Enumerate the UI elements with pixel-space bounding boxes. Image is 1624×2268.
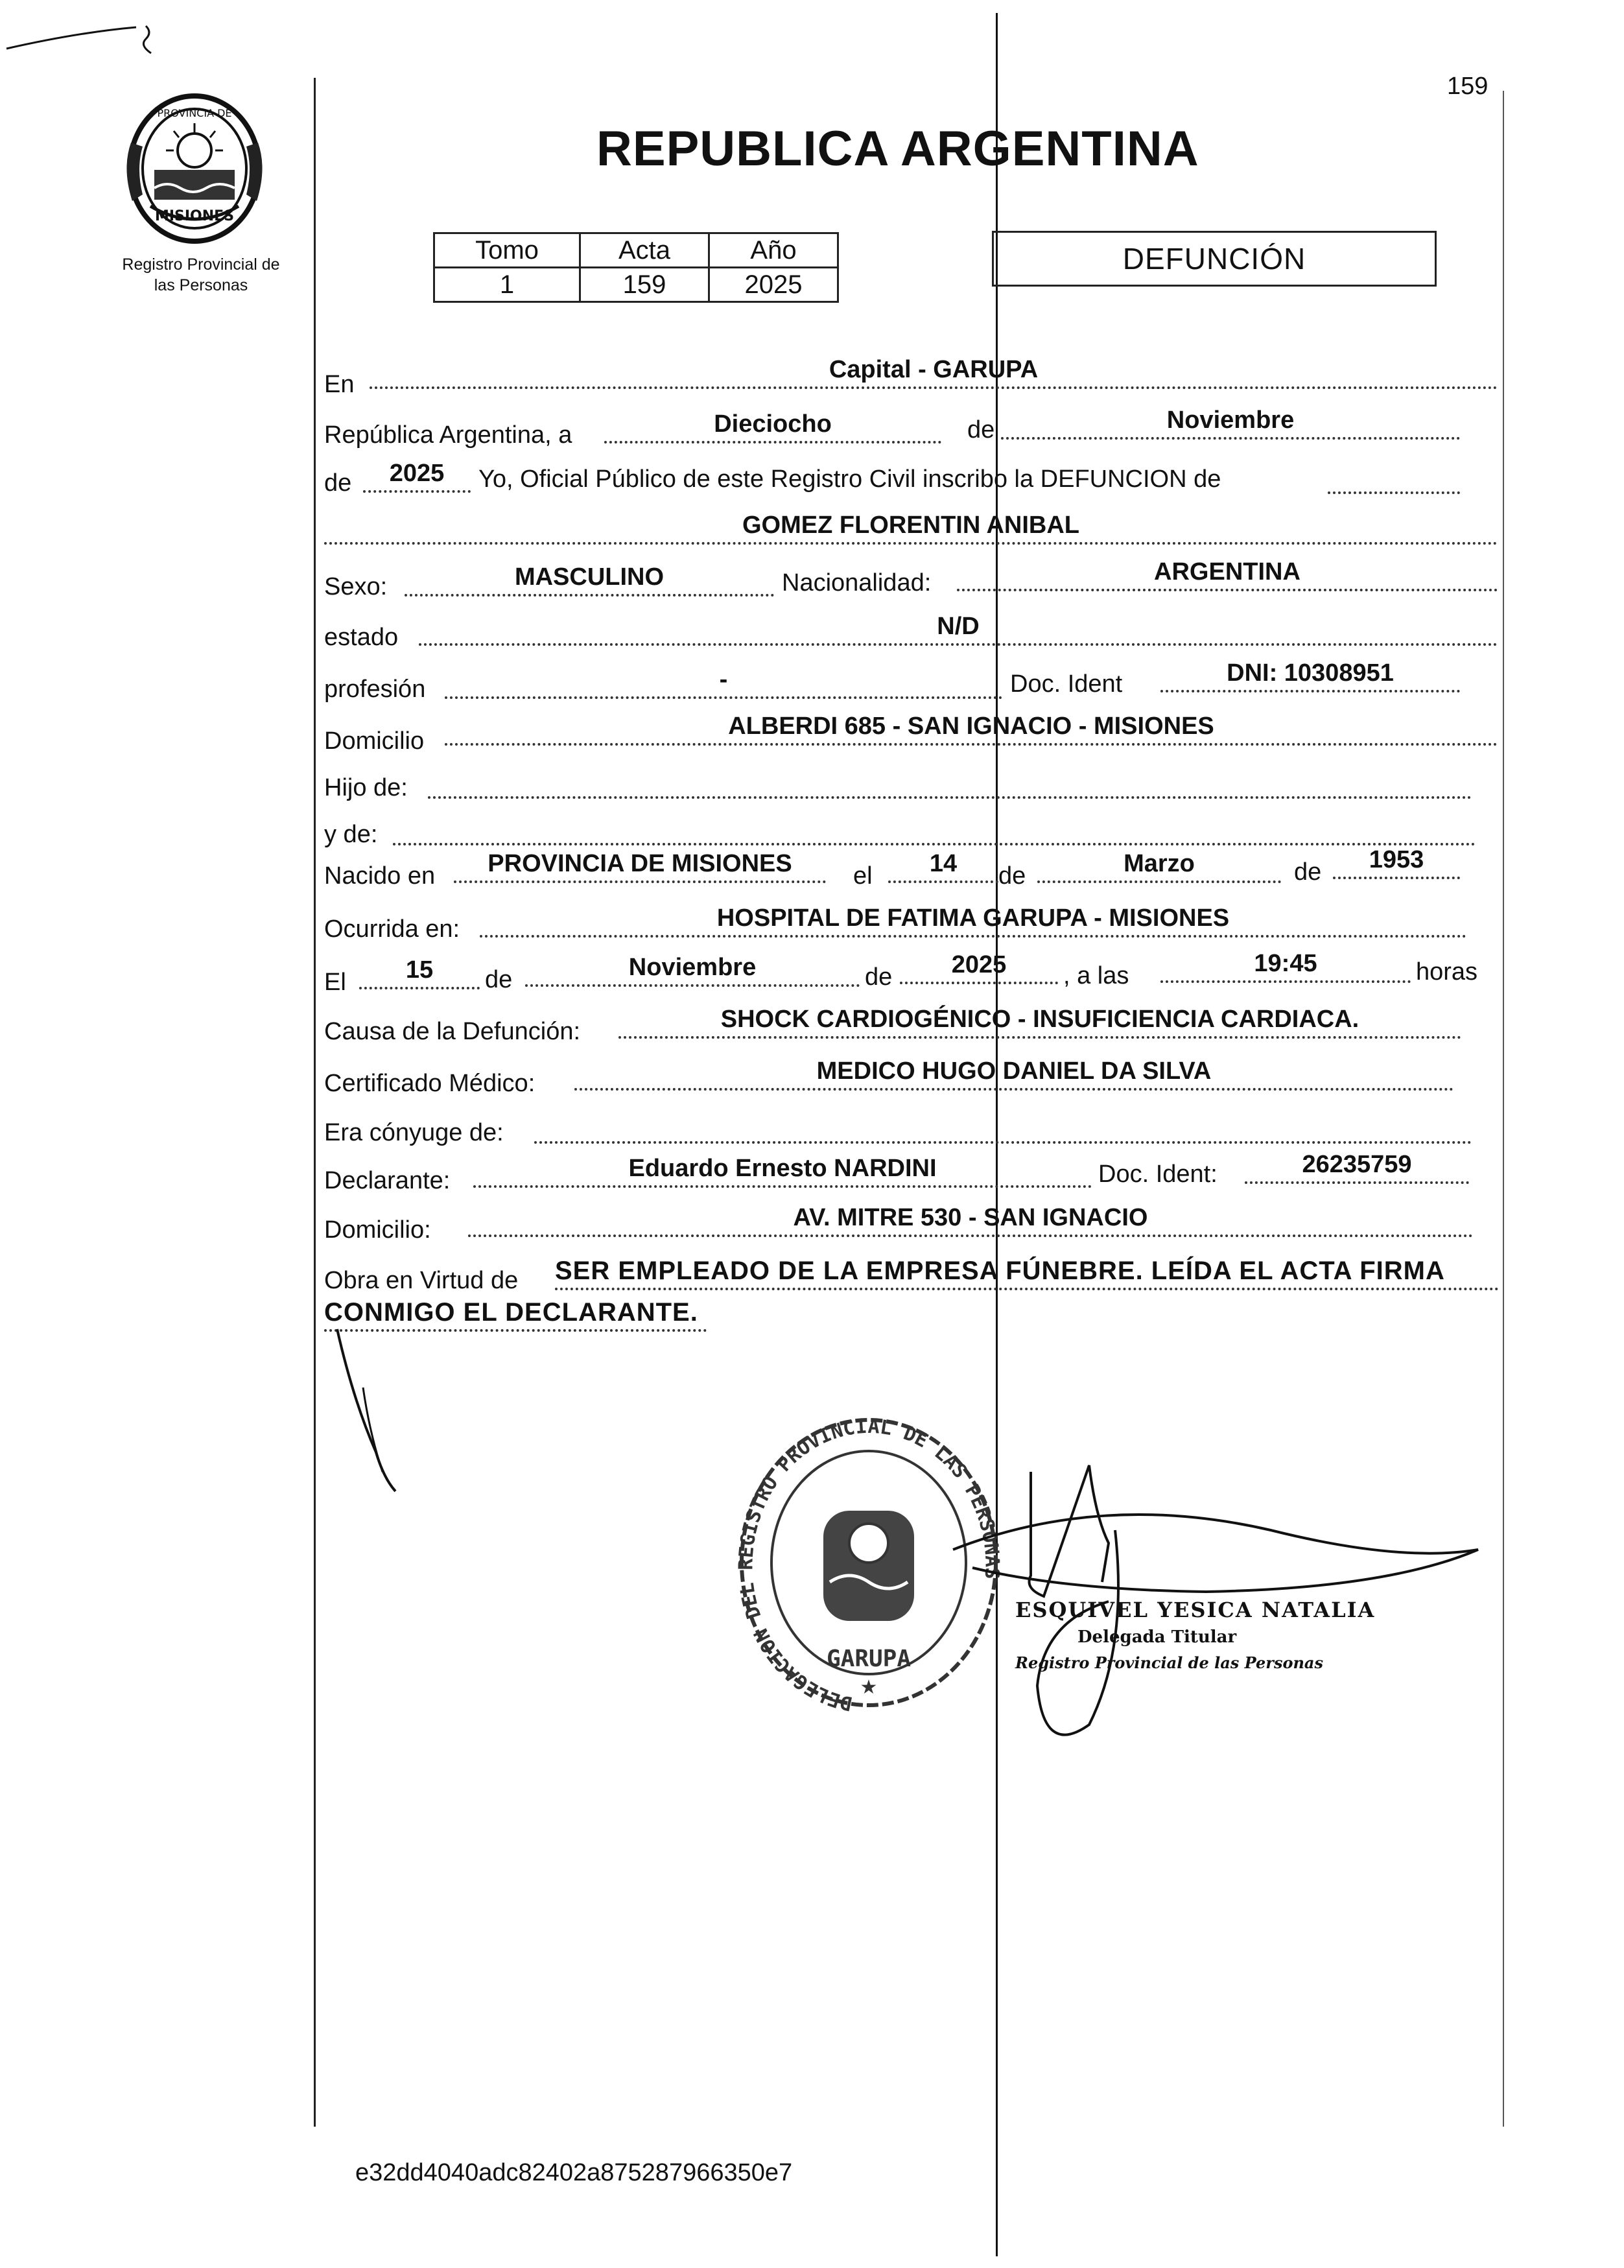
year-field: 2025 [363, 460, 471, 493]
document-hash: e32dd4040adc82402a875287966350e7 [355, 2159, 793, 2186]
death-year-field: 2025 [900, 952, 1058, 984]
death-day-field: 15 [359, 957, 480, 989]
estado-label: estado [324, 624, 399, 651]
yde-field [393, 813, 1476, 845]
obra-field-line2: CONMIGO EL DECLARANTE. [324, 1299, 707, 1332]
coat-of-arms-icon [823, 1511, 914, 1621]
sexo-label: Sexo: [324, 573, 388, 600]
conyuge-label: Era cónyuge de: [324, 1119, 504, 1146]
ocurrida-field: HOSPITAL DE FATIMA GARUPA - MISIONES [480, 905, 1466, 938]
left-margin-rule [314, 78, 316, 2127]
horas-label: horas [1416, 958, 1478, 986]
yde-label: y de: [324, 821, 378, 848]
anio-header: Año [709, 233, 838, 268]
obra-field-line1: SER EMPLEADO DE LA EMPRESA FÚNEBRE. LEÍDA EL ACTA FIRMA [555, 1258, 1499, 1290]
causa-field: SHOCK CARDIOGÉNICO - INSUFICIENCIA CARDIACA. [618, 1006, 1461, 1039]
republica-label: República Argentina, a [324, 421, 572, 449]
declarante-label: Declarante: [324, 1167, 451, 1194]
record-type-box: DEFUNCIÓN [992, 231, 1437, 287]
deceased-name-field: GOMEZ FLORENTIN ANIBAL [324, 512, 1498, 545]
birth-year-field: 1953 [1333, 847, 1460, 879]
acta-value: 159 [580, 268, 709, 302]
alas-label: , a las [1063, 962, 1129, 989]
birth-de2-label: de [1294, 858, 1322, 886]
registry-line-1: Registro Provincial de [122, 255, 280, 274]
declarante-doc-label: Doc. Ident: [1098, 1161, 1218, 1188]
signatory-name: ESQUIVEL YESICA NATALIA [1015, 1598, 1376, 1622]
stamp-city: GARUPA [826, 1646, 912, 1672]
de-year-label: de [324, 469, 352, 497]
oficial-text: Yo, Oficial Público de este Registro Civil inscribo la DEFUNCION de [478, 466, 1221, 493]
declarante-field: Eduardo Ernesto NARDINI [473, 1155, 1092, 1188]
estado-field: N/D [419, 613, 1498, 646]
nacionalidad-field: ARGENTINA [957, 559, 1498, 591]
declarante-doc-field: 26235759 [1245, 1152, 1469, 1184]
doc-ident-field: DNI: 10308951 [1160, 660, 1460, 692]
declarant-signature [324, 1323, 454, 1517]
obra-label: Obra en Virtud de [324, 1267, 519, 1294]
death-time-field: 19:45 [1160, 951, 1411, 983]
stamp-star-icon: ★ [860, 1677, 878, 1698]
nacionalidad-label: Nacionalidad: [782, 569, 932, 597]
stamp-ring-text: DELEGACION DEL REGISTRO PROVINCIAL DE LAS PERSONAS [735, 1415, 1004, 1712]
domicilio-label: Domicilio [324, 727, 425, 755]
sexo-field: MASCULINO [405, 564, 774, 597]
death-de2-label: de [865, 963, 893, 991]
profesion-label: profesión [324, 676, 426, 703]
hijo-label: Hijo de: [324, 774, 408, 801]
place-field: Capital - GARUPA [370, 357, 1498, 389]
profesion-field: - [445, 667, 1002, 699]
birth-day-field: 14 [888, 851, 998, 883]
death-month-field: Noviembre [525, 954, 860, 987]
corner-pen-mark [0, 0, 194, 65]
svg-text:MISIONES: MISIONES [154, 208, 235, 224]
nacido-label: Nacido en [324, 862, 436, 890]
conyuge-field [534, 1111, 1472, 1144]
de-label: de [967, 416, 995, 443]
volume-table [433, 232, 839, 303]
domicilio2-label: Domicilio: [324, 1216, 431, 1244]
birth-place-field: PROVINCIA DE MISIONES [454, 851, 826, 883]
day-written-field: Dieciocho [604, 411, 941, 443]
death-de1-label: de [485, 966, 513, 993]
birth-de1-label: de [998, 862, 1026, 890]
signatory-office: Registro Provincial de las Personas [1015, 1653, 1323, 1672]
provincial-seal-icon [117, 91, 272, 246]
doc-ident-label: Doc. Ident [1010, 670, 1123, 698]
causa-label: Causa de la Defunción: [324, 1018, 581, 1045]
en-label: En [324, 371, 355, 398]
el-label: el [853, 862, 873, 890]
el2-label: El [324, 969, 346, 996]
domicilio-field: ALBERDI 685 - SAN IGNACIO - MISIONES [445, 713, 1498, 746]
certificado-label: Certificado Médico: [324, 1070, 535, 1097]
tomo-value: 1 [434, 268, 580, 302]
certificado-field: MEDICO HUGO DANIEL DA SILVA [574, 1058, 1453, 1091]
anio-value: 2025 [709, 268, 838, 302]
hijo-field [428, 766, 1472, 799]
oficial-trailing-field [1328, 462, 1460, 494]
month-written-field: Noviembre [1001, 407, 1460, 440]
page-number: 159 [1447, 73, 1489, 100]
registry-name [97, 254, 305, 296]
signatory-title: Delegada Titular [1077, 1627, 1237, 1647]
acta-header: Acta [580, 233, 709, 268]
domicilio2-field: AV. MITRE 530 - SAN IGNACIO [468, 1205, 1473, 1237]
document-title: REPUBLICA ARGENTINA [596, 121, 1199, 176]
registry-line-2: las Personas [154, 276, 248, 294]
ocurrida-label: Ocurrida en: [324, 915, 460, 943]
right-margin-rule [1503, 91, 1504, 2127]
tomo-header: Tomo [434, 233, 580, 268]
svg-text:PROVINCIA DE: PROVINCIA DE [157, 107, 232, 119]
birth-month-field: Marzo [1037, 851, 1281, 883]
